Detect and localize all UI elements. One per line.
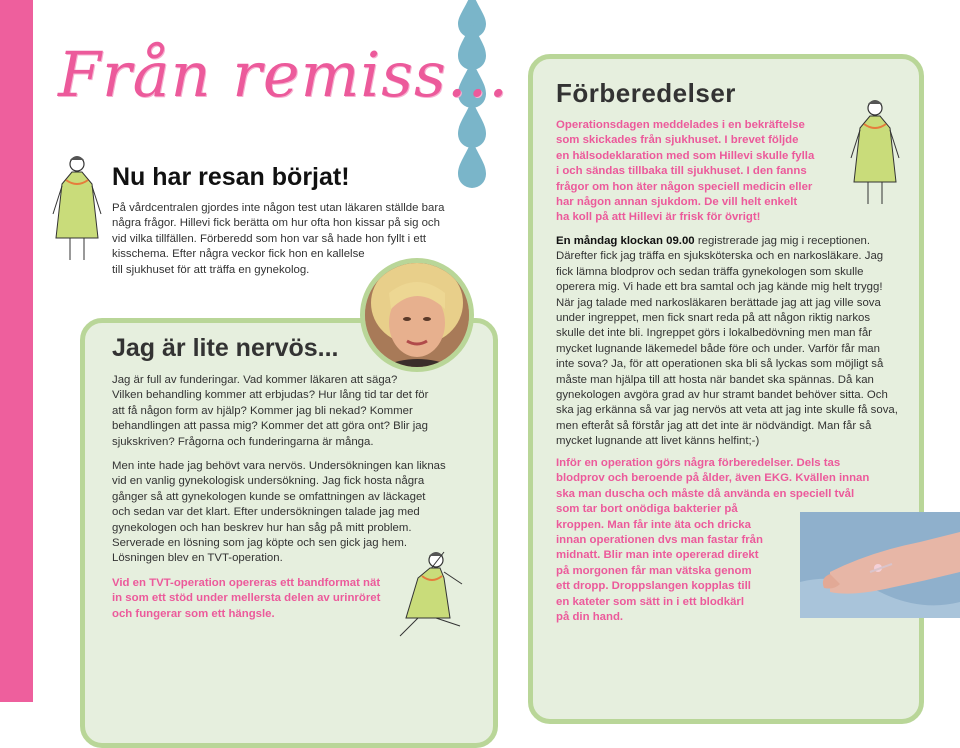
intro-heading: Nu har resan börjat! xyxy=(112,163,350,191)
nervous-heading: Jag är lite nervös... xyxy=(112,334,339,362)
prep-monday: En måndag klockan 09.00 registrerade jag mig i receptionen. Därefter fick jag träffa en sjuksköterska och en narkosläkare. Jag fick lämna blodprov och sedan träffa gynekologen som skulle operera mig. Vi hade ett bra samtal och jag kände mig helt trygg! När jag talade med narkosläkaren berättade jag att jag ville sova under ingreppet, men fick snart reda på att någon riktig narkos skulle det inte bli. Ingreppet görs i lokalbedövning men man får mycket lugnande läkemedel både före och under. Varför får man inte sova? Ja, för att operationen ska bli så lyckas som möjligt så måste man hjälpa till att hosta när bandet ska spännas. Då kan gynekologen avgöra grad av hur stramt bandet behöver sitta. Och ska jag erkänna så var jag nervös att veta att jag inte skulle få sova, men efteråt så förstår jag att det inte är nödvändigt. Man får så mycket lugnande att livet känns helfint;-) xyxy=(556,235,898,448)
lady-figure-icon xyxy=(846,96,904,208)
lady-figure-icon xyxy=(374,548,474,644)
tvt-info: Vid en TVT-operation opereras ett bandformat nät in som ett stöd under mellersta delen av urinröret och fungerar som ett hängsle. xyxy=(112,577,381,620)
water-drop-icon xyxy=(458,140,486,188)
lady-figure-icon xyxy=(48,152,106,264)
pink-side-bar xyxy=(0,0,33,702)
nervous-questions: Jag är full av funderingar. Vad kommer läkaren att säga? Vilken behandling kommer att erbjudas? Hur lång tid tar det för att få någon form av hjälp? Kommer jag bli nekad? Kommer behandlingen att passa mig? Kommer det att göra ont? Blir jag sjukskriven? Frågorna och funderingarna är många. xyxy=(112,374,429,448)
nervous-story: Men inte hade jag behövt vara nervös. Undersökningen kan liknas vid en vanlig gynekologisk undersökning. Jag fick hosta några gånger så att gynekologen kunde se omfattningen av läckaget och sedan var det klart. Efter undersökningen talade jag med gynekologen och han beskrev hur han såg på mitt problem. Serverade en lösning som jag köpte och sen gick jag hem. Lösningen blev en TVT-operation. xyxy=(112,460,446,565)
prep-pink-intro: Operationsdagen meddelades i en bekräftelse som skickades från sjukhuset. I brevet följde en hälsodeklaration med som Hillevi skulle fylla i och sändas tillbaka till sjukhuset. I den fanns frågor om hon äter någon speciell medicin eller har någon annan sjukdom. De vill helt enkelt ha koll på att Hillevi är frisk för övrigt! xyxy=(556,119,815,224)
intro-text: På vårdcentralen gjordes inte någon test utan läkaren ställde bara några frågor. Hillevi fick berätta om hur ofta hon kissar på sig och vid vilka tillfällen. Förberedd som hon var så hade hon fyllt i ett kisschema. Efter några veckor fick hon en kallelse till sjukhuset för att träffa en gynekolog. xyxy=(112,202,445,276)
woman-portrait xyxy=(360,258,474,372)
prep-heading: Förberedelser xyxy=(556,78,736,108)
script-title: Från remiss... xyxy=(58,38,509,111)
monday-lead: En måndag klockan 09.00 xyxy=(556,235,695,247)
hand-with-catheter-photo xyxy=(800,512,960,618)
prep-pink-outro: Inför en operation görs några förberedelser. Dels tas blodprov och beroende på ålder, även EKG. Kvällen innan ska man duscha och måste då använda en speciell tvål som tar bort onödiga bakterier på kroppen. Man får inte äta och dricka innan operationen dvs man fastar från midnatt. Blir man inte opererad direkt på morgonen får man vätska genom ett dropp. Droppslangen kopplas till en kateter som sätt in i ett blodkärl på din hand. xyxy=(556,457,870,624)
